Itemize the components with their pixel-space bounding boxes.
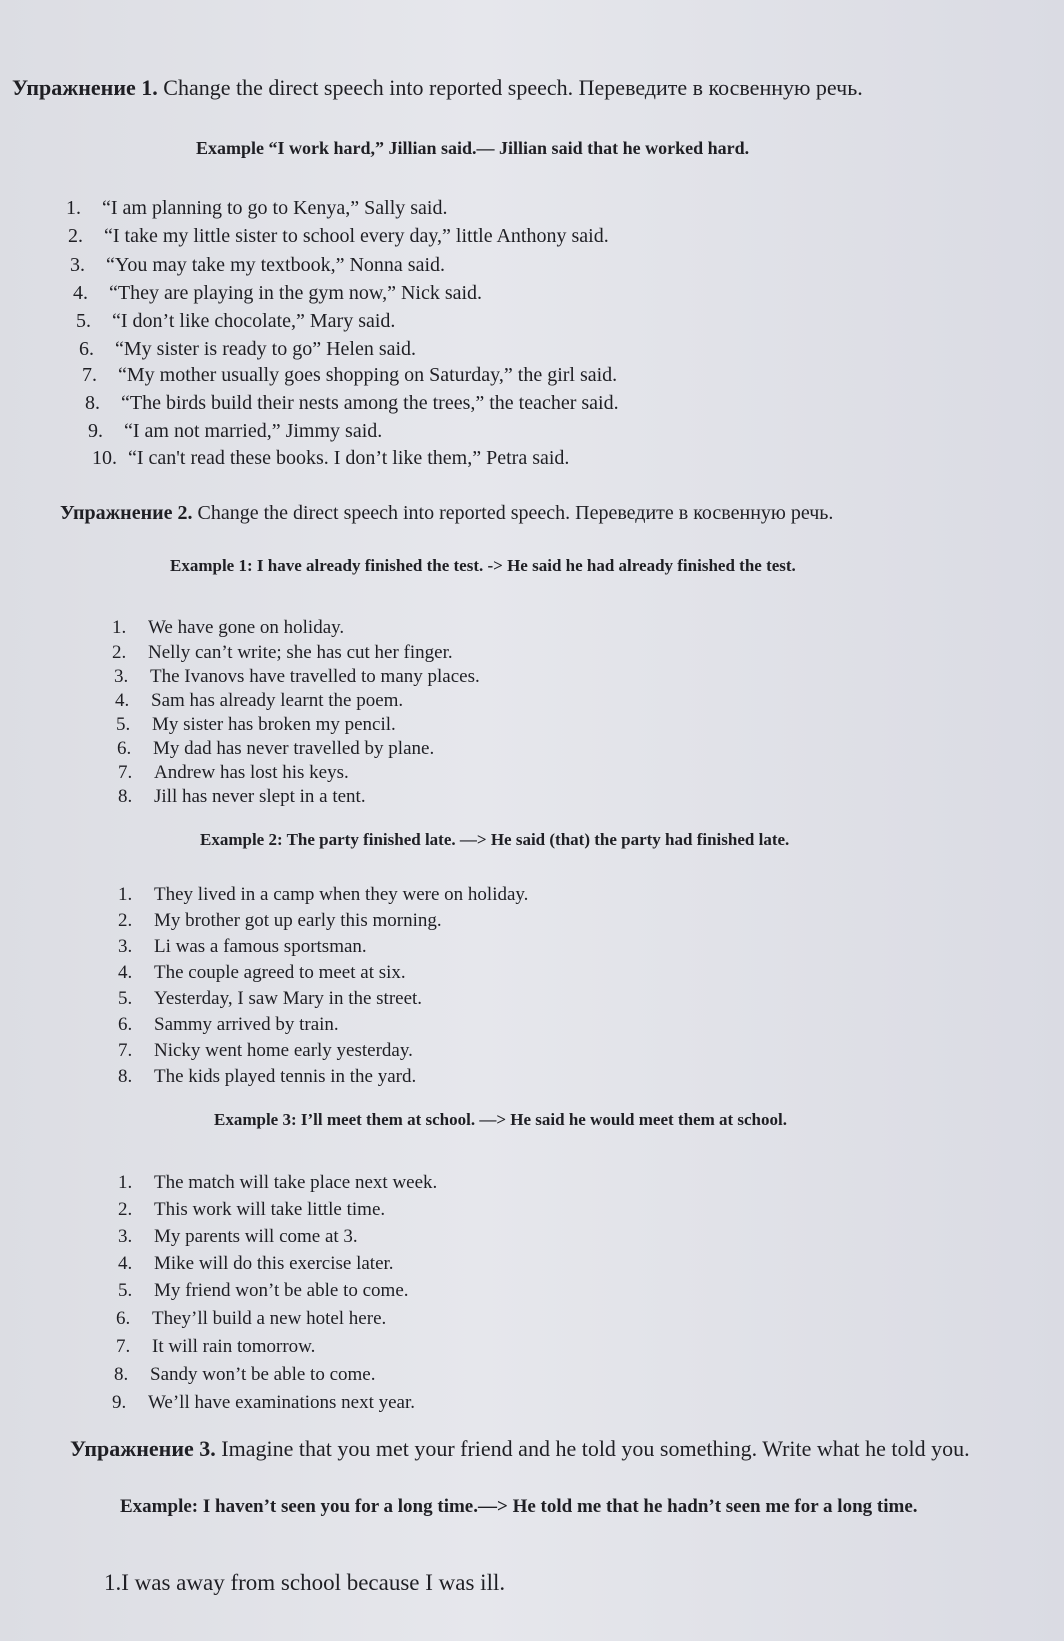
- list-item: 2. This work will take little time.: [118, 1199, 386, 1220]
- list-item: 8. Sandy won’t be able to come.: [114, 1364, 376, 1385]
- list-item: 10. “I can't read these books. I don’t like them,” Petra said.: [92, 447, 570, 469]
- list-item: 4. The couple agreed to meet at six.: [118, 962, 406, 983]
- list-item: 6. Sammy arrived by train.: [118, 1014, 339, 1035]
- list-item: 8. “The birds build their nests among the trees,” the teacher said.: [85, 392, 619, 414]
- list-item: 1.I was away from school because I was ill.: [104, 1570, 506, 1595]
- list-item: 5. Yesterday, I saw Mary in the street.: [118, 988, 423, 1009]
- ex2-example-3: Example 3: I’ll meet them at school. —> He said he would meet them at school.: [214, 1110, 787, 1129]
- ex1-title: Упражнение 1.: [12, 75, 158, 100]
- ex2-example-1: Example 1: I have already finished the test. -> He said he had already finished the test.: [170, 556, 796, 575]
- list-item: 6. “My sister is ready to go” Helen said.: [79, 338, 417, 360]
- list-item: 1. The match will take place next week.: [118, 1172, 438, 1193]
- ex2-title: Упражнение 2.: [60, 502, 193, 524]
- list-item: 3. My parents will come at 3.: [118, 1226, 358, 1247]
- ex3-instruction: Imagine that you met your friend and he told you something. Write what he told you.: [221, 1436, 970, 1461]
- list-item: 4. Sam has already learnt the poem.: [115, 690, 404, 711]
- list-item: 6. My dad has never travelled by plane.: [117, 738, 435, 759]
- ex2-instruction: Change the direct speech into reported speech. Переведите в косвенную речь.: [197, 502, 834, 524]
- list-item: 7. Andrew has lost his keys.: [118, 762, 349, 783]
- ex2-example-2: Example 2: The party finished late. —> He said (that) the party had finished late.: [200, 830, 790, 849]
- ex1-example: Example “I work hard,” Jillian said.— Jillian said that he worked hard.: [196, 138, 750, 158]
- list-item: 2. Nelly can’t write; she has cut her finger.: [112, 642, 453, 663]
- ex3-example: Example: I haven’t seen you for a long time.—> He told me that he hadn’t seen me for a long time.: [120, 1496, 918, 1517]
- list-item: 8. Jill has never slept in a tent.: [118, 786, 366, 807]
- list-item: 7. It will rain tomorrow.: [116, 1336, 316, 1357]
- list-item: 7. “My mother usually goes shopping on Saturday,” the girl said.: [82, 364, 618, 386]
- list-item: 5. My friend won’t be able to come.: [118, 1280, 409, 1301]
- ex3-title: Упражнение 3.: [70, 1436, 216, 1461]
- list-item: 9. We’ll have examinations next year.: [112, 1392, 416, 1413]
- list-item: 9. “I am not married,” Jimmy said.: [88, 420, 383, 442]
- list-item: 1. We have gone on holiday.: [112, 617, 345, 638]
- list-item: 8. The kids played tennis in the yard.: [118, 1066, 417, 1087]
- list-item: 2. My brother got up early this morning.: [118, 910, 442, 931]
- list-item: 5. “I don’t like chocolate,” Mary said.: [76, 310, 396, 332]
- ex3-heading: [70, 1436, 970, 1462]
- ex2-heading: [60, 502, 833, 525]
- ex1-instruction: Change the direct speech into reported speech. Переведите в косвенную речь.: [163, 75, 863, 100]
- list-item: 3. “You may take my textbook,” Nonna said.: [70, 254, 446, 276]
- list-item: 4. “They are playing in the gym now,” Nick said.: [73, 282, 483, 304]
- ex1-heading: [12, 75, 863, 101]
- list-item: 3. The Ivanovs have travelled to many places.: [114, 666, 480, 687]
- list-item: 3. Li was a famous sportsman.: [118, 936, 367, 957]
- list-item: 7. Nicky went home early yesterday.: [118, 1040, 413, 1061]
- list-item: 1. They lived in a camp when they were on holiday.: [118, 884, 529, 905]
- list-item: 6. They’ll build a new hotel here.: [116, 1308, 387, 1329]
- list-item: 2. “I take my little sister to school every day,” little Anthony said.: [68, 225, 609, 247]
- list-item: 5. My sister has broken my pencil.: [116, 714, 396, 735]
- list-item: 4. Mike will do this exercise later.: [118, 1253, 394, 1274]
- list-item: 1. “I am planning to go to Kenya,” Sally said.: [66, 197, 448, 219]
